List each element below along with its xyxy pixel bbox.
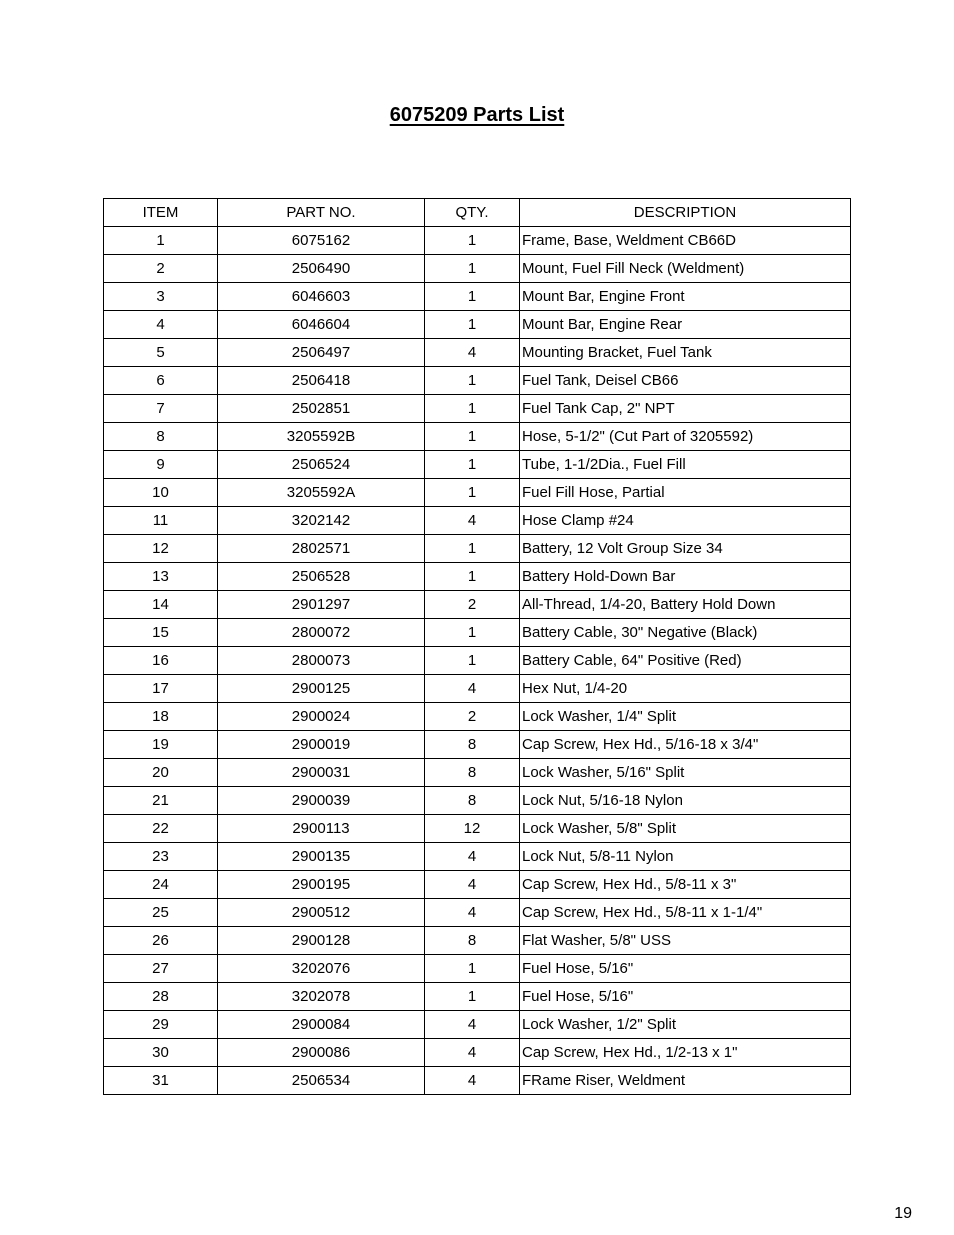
table-row	[104, 927, 851, 955]
column-header-description: DESCRIPTION	[520, 199, 851, 227]
item-cell: 13	[104, 563, 218, 591]
item-cell: 24	[104, 871, 218, 899]
column-header-item: ITEM	[104, 199, 218, 227]
qty-cell: 1	[425, 367, 520, 395]
part-no-cell: 3202078	[218, 983, 425, 1011]
description-cell: Battery, 12 Volt Group Size 34	[520, 535, 851, 563]
qty-cell: 1	[425, 647, 520, 675]
qty-cell: 1	[425, 983, 520, 1011]
parts-table-body	[104, 227, 851, 1095]
description-cell: Fuel Hose, 5/16"	[520, 955, 851, 983]
part-no-cell: 3202076	[218, 955, 425, 983]
description-cell: Lock Washer, 1/4" Split	[520, 703, 851, 731]
description-cell: Mount Bar, Engine Rear	[520, 311, 851, 339]
description-cell: Fuel Hose, 5/16"	[520, 983, 851, 1011]
item-cell: 6	[104, 367, 218, 395]
part-no-cell: 2900039	[218, 787, 425, 815]
parts-table	[103, 198, 851, 1095]
item-cell: 26	[104, 927, 218, 955]
qty-cell: 4	[425, 675, 520, 703]
qty-cell: 4	[425, 1039, 520, 1067]
table-row	[104, 955, 851, 983]
qty-cell: 1	[425, 619, 520, 647]
page-number: 19	[894, 1205, 912, 1222]
qty-cell: 8	[425, 731, 520, 759]
description-cell: Fuel Fill Hose, Partial	[520, 479, 851, 507]
part-no-cell: 2802571	[218, 535, 425, 563]
qty-cell: 4	[425, 1067, 520, 1095]
qty-cell: 4	[425, 899, 520, 927]
item-cell: 5	[104, 339, 218, 367]
description-cell: Fuel Tank Cap, 2" NPT	[520, 395, 851, 423]
item-cell: 25	[104, 899, 218, 927]
item-cell: 21	[104, 787, 218, 815]
table-row	[104, 367, 851, 395]
item-cell: 11	[104, 507, 218, 535]
item-cell: 16	[104, 647, 218, 675]
description-cell: All-Thread, 1/4-20, Battery Hold Down	[520, 591, 851, 619]
qty-cell: 4	[425, 507, 520, 535]
item-cell: 8	[104, 423, 218, 451]
description-cell: Mount, Fuel Fill Neck (Weldment)	[520, 255, 851, 283]
item-cell: 12	[104, 535, 218, 563]
description-cell: Cap Screw, Hex Hd., 1/2-13 x 1"	[520, 1039, 851, 1067]
table-row	[104, 423, 851, 451]
part-no-cell: 2900024	[218, 703, 425, 731]
description-cell: Hose Clamp #24	[520, 507, 851, 535]
table-row	[104, 395, 851, 423]
description-cell: Hex Nut, 1/4-20	[520, 675, 851, 703]
description-cell: Lock Washer, 5/8" Split	[520, 815, 851, 843]
item-cell: 27	[104, 955, 218, 983]
part-no-cell: 2506528	[218, 563, 425, 591]
description-cell: Lock Nut, 5/8-11 Nylon	[520, 843, 851, 871]
item-cell: 10	[104, 479, 218, 507]
item-cell: 2	[104, 255, 218, 283]
table-row	[104, 451, 851, 479]
part-no-cell: 2900128	[218, 927, 425, 955]
part-no-cell: 6046604	[218, 311, 425, 339]
qty-cell: 1	[425, 395, 520, 423]
description-cell: Hose, 5-1/2" (Cut Part of 3205592)	[520, 423, 851, 451]
qty-cell: 1	[425, 423, 520, 451]
description-cell: Frame, Base, Weldment CB66D	[520, 227, 851, 255]
qty-cell: 4	[425, 871, 520, 899]
qty-cell: 12	[425, 815, 520, 843]
item-cell: 19	[104, 731, 218, 759]
qty-cell: 2	[425, 703, 520, 731]
table-row	[104, 983, 851, 1011]
qty-cell: 4	[425, 339, 520, 367]
part-no-cell: 2800072	[218, 619, 425, 647]
description-cell: Fuel Tank, Deisel CB66	[520, 367, 851, 395]
part-no-cell: 2900019	[218, 731, 425, 759]
table-row	[104, 647, 851, 675]
column-header-qty: QTY.	[425, 199, 520, 227]
description-cell: Lock Nut, 5/16-18 Nylon	[520, 787, 851, 815]
item-cell: 17	[104, 675, 218, 703]
qty-cell: 1	[425, 283, 520, 311]
qty-cell: 8	[425, 927, 520, 955]
table-row	[104, 787, 851, 815]
table-row	[104, 899, 851, 927]
part-no-cell: 2800073	[218, 647, 425, 675]
part-no-cell: 2506534	[218, 1067, 425, 1095]
description-cell: Lock Washer, 1/2" Split	[520, 1011, 851, 1039]
item-cell: 15	[104, 619, 218, 647]
qty-cell: 1	[425, 227, 520, 255]
qty-cell: 1	[425, 451, 520, 479]
table-row	[104, 339, 851, 367]
item-cell: 9	[104, 451, 218, 479]
description-cell: Cap Screw, Hex Hd., 5/8-11 x 3"	[520, 871, 851, 899]
table-row	[104, 815, 851, 843]
description-cell: Mounting Bracket, Fuel Tank	[520, 339, 851, 367]
item-cell: 18	[104, 703, 218, 731]
qty-cell: 1	[425, 479, 520, 507]
part-no-cell: 3205592B	[218, 423, 425, 451]
qty-cell: 1	[425, 535, 520, 563]
qty-cell: 1	[425, 955, 520, 983]
table-row	[104, 731, 851, 759]
table-row	[104, 563, 851, 591]
table-row	[104, 703, 851, 731]
description-cell: FRame Riser, Weldment	[520, 1067, 851, 1095]
item-cell: 30	[104, 1039, 218, 1067]
description-cell: Cap Screw, Hex Hd., 5/8-11 x 1-1/4"	[520, 899, 851, 927]
description-cell: Battery Cable, 64" Positive (Red)	[520, 647, 851, 675]
part-no-cell: 6075162	[218, 227, 425, 255]
part-no-cell: 6046603	[218, 283, 425, 311]
qty-cell: 1	[425, 311, 520, 339]
table-row	[104, 843, 851, 871]
table-row	[104, 1039, 851, 1067]
part-no-cell: 2506418	[218, 367, 425, 395]
table-row	[104, 675, 851, 703]
table-row	[104, 283, 851, 311]
table-header-row	[104, 199, 851, 227]
item-cell: 14	[104, 591, 218, 619]
qty-cell: 2	[425, 591, 520, 619]
qty-cell: 8	[425, 787, 520, 815]
part-no-cell: 3202142	[218, 507, 425, 535]
page-title-text: 6075209 Parts List	[389, 104, 565, 126]
part-no-cell: 2502851	[218, 395, 425, 423]
part-no-cell: 2900113	[218, 815, 425, 843]
qty-cell: 4	[425, 843, 520, 871]
qty-cell: 1	[425, 255, 520, 283]
part-no-cell: 2900031	[218, 759, 425, 787]
description-cell: Battery Hold-Down Bar	[520, 563, 851, 591]
item-cell: 29	[104, 1011, 218, 1039]
table-row	[104, 1011, 851, 1039]
table-row	[104, 871, 851, 899]
qty-cell: 1	[425, 563, 520, 591]
table-row	[104, 1067, 851, 1095]
table-row	[104, 311, 851, 339]
part-no-cell: 2900086	[218, 1039, 425, 1067]
item-cell: 22	[104, 815, 218, 843]
item-cell: 31	[104, 1067, 218, 1095]
column-header-part-no: PART NO.	[218, 199, 425, 227]
page-title	[0, 92, 954, 129]
table-row	[104, 535, 851, 563]
qty-cell: 8	[425, 759, 520, 787]
description-cell: Cap Screw, Hex Hd., 5/16-18 x 3/4"	[520, 731, 851, 759]
description-cell: Lock Washer, 5/16" Split	[520, 759, 851, 787]
part-no-cell: 2900512	[218, 899, 425, 927]
description-cell: Flat Washer, 5/8" USS	[520, 927, 851, 955]
item-cell: 4	[104, 311, 218, 339]
part-no-cell: 2900135	[218, 843, 425, 871]
part-no-cell: 2901297	[218, 591, 425, 619]
part-no-cell: 3205592A	[218, 479, 425, 507]
part-no-cell: 2506490	[218, 255, 425, 283]
table-row	[104, 591, 851, 619]
part-no-cell: 2506524	[218, 451, 425, 479]
table-row	[104, 759, 851, 787]
part-no-cell: 2900084	[218, 1011, 425, 1039]
qty-cell: 4	[425, 1011, 520, 1039]
part-no-cell: 2900195	[218, 871, 425, 899]
description-cell: Mount Bar, Engine Front	[520, 283, 851, 311]
table-row	[104, 227, 851, 255]
item-cell: 7	[104, 395, 218, 423]
description-cell: Tube, 1-1/2Dia., Fuel Fill	[520, 451, 851, 479]
item-cell: 1	[104, 227, 218, 255]
table-row	[104, 255, 851, 283]
item-cell: 3	[104, 283, 218, 311]
table-row	[104, 507, 851, 535]
part-no-cell: 2506497	[218, 339, 425, 367]
table-row	[104, 619, 851, 647]
item-cell: 20	[104, 759, 218, 787]
item-cell: 23	[104, 843, 218, 871]
table-row	[104, 479, 851, 507]
description-cell: Battery Cable, 30" Negative (Black)	[520, 619, 851, 647]
part-no-cell: 2900125	[218, 675, 425, 703]
item-cell: 28	[104, 983, 218, 1011]
